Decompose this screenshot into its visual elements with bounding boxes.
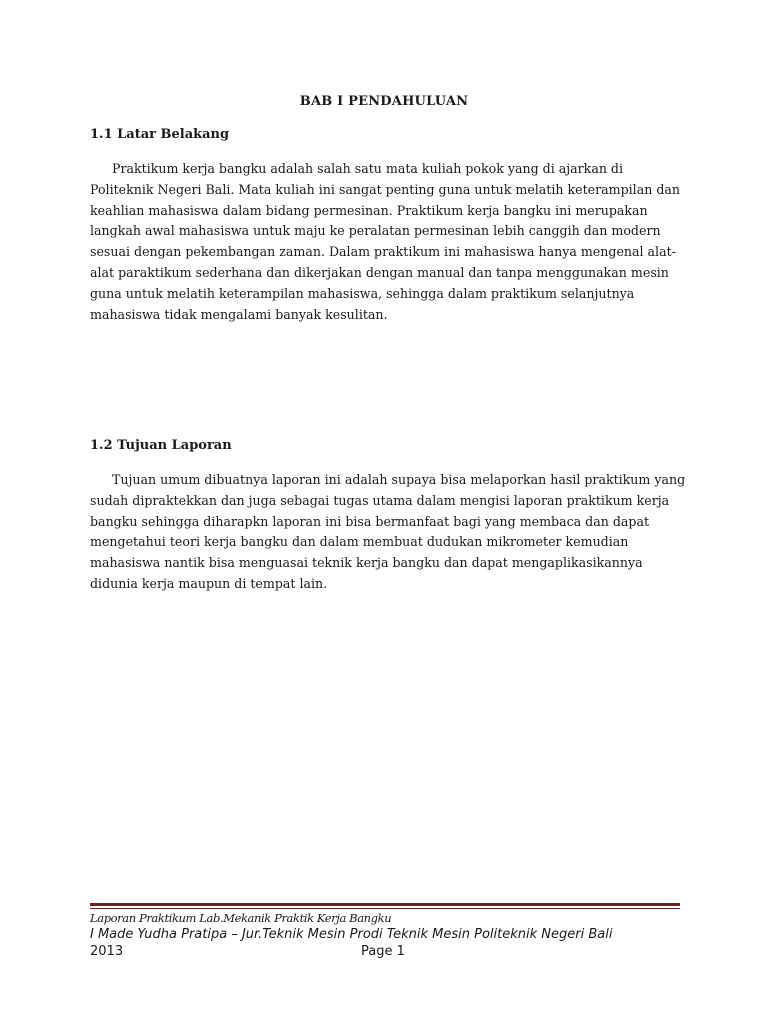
section-heading-latar-belakang: 1.1 Latar Belakang: [90, 127, 230, 142]
footer-report-title: Laporan Praktikum Lab.Mekanik Praktik Kerja Bangku: [90, 911, 392, 925]
footer-author-line: I Made Yudha Pratipa – Jur.Teknik Mesin Prodi Teknik Mesin Politeknik Negeri Bali: [90, 927, 613, 942]
footer-rule-thick: [90, 903, 680, 906]
section-paragraph-latar-belakang: Praktikum kerja bangku adalah salah satu mata kuliah pokok yang di ajarkan di Politeknik Negeri Bali. Mata kuliah ini sangat penting guna untuk melatih keterampilan dan keahlian mahasiswa dalam bidang permesinan. Praktikum kerja bangku ini merupakan langkah awal mahasiswa untuk maju ke peralatan permesinan lebih canggih dan modern sesuai dengan pekembangan zaman. Dalam praktikum ini mahasiswa hanya mengenal alat-alat paraktikum sederhana dan dikerjakan dengan manual dan tanpa menggunakan mesin guna untuk melatih keterampilan mahasiswa, sehingga dalam praktikum selanjutnya mahasiswa tidak mengalami banyak kesulitan.: [90, 161, 680, 322]
footer-rule-thin: [90, 908, 680, 909]
footer-year: 2013: [90, 944, 124, 959]
footer-page-number: Page 1: [361, 944, 405, 959]
chapter-title: BAB I PENDAHULUAN: [299, 94, 469, 109]
section-paragraph-tujuan-laporan: Tujuan umum dibuatnya laporan ini adalah supaya bisa melaporkan hasil praktikum yang sudah dipraktekkan dan juga sebagai tugas utama dalam mengisi laporan praktikum kerja bangku sehingga diharapkn laporan ini bisa bermanfaat bagi yang membaca dan dapat mengetahui teori kerja bangku dan dalam membuat dudukan mikrometer kemudian mahasiswa nantik bisa menguasai teknik kerja bangku dan dapat mengaplikasikannya didunia kerja maupun di tempat lain.: [90, 472, 686, 591]
section-heading-tujuan-laporan: 1.2 Tujuan Laporan: [90, 438, 232, 453]
